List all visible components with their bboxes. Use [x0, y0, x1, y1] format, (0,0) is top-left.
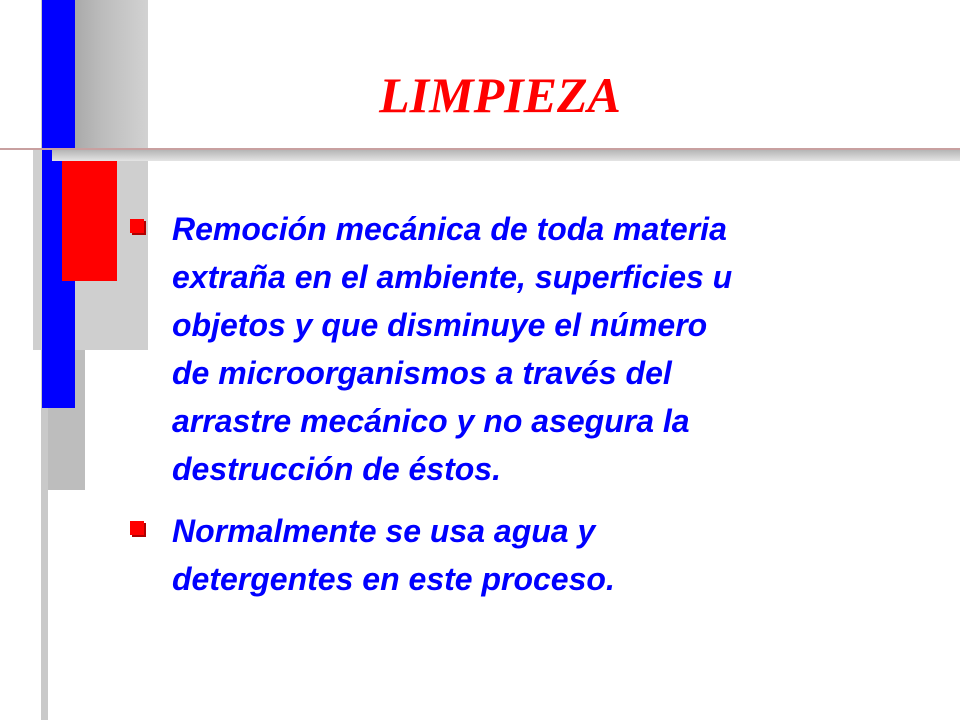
bullet-item-2	[130, 507, 930, 603]
decorative-gray-block-top	[74, 0, 148, 160]
title-rule	[0, 148, 960, 150]
slide-title: LIMPIEZA	[379, 67, 621, 123]
bullet-line: Remoción mecánica de toda materia	[172, 211, 727, 247]
bullet-line: destrucción de éstos.	[172, 451, 501, 487]
red-square-bullet-icon	[130, 219, 144, 233]
bullet-line: Normalmente se usa agua y	[172, 513, 596, 549]
bullet-line: objetos y que disminuye el número	[172, 307, 708, 343]
bullet-line: arrastre mecánico y no asegura la	[172, 403, 690, 439]
bullet-line: extraña en el ambiente, superficies u	[172, 259, 733, 295]
title-rule-shadow	[52, 150, 960, 161]
bullet-item-1	[130, 205, 930, 493]
bullet-line: detergentes en este proceso.	[172, 561, 615, 597]
red-square-bullet-icon	[130, 521, 144, 535]
bullet-list	[130, 205, 930, 617]
bullet-line: de microorganismos a través del	[172, 355, 672, 391]
decorative-red-block	[62, 160, 117, 281]
